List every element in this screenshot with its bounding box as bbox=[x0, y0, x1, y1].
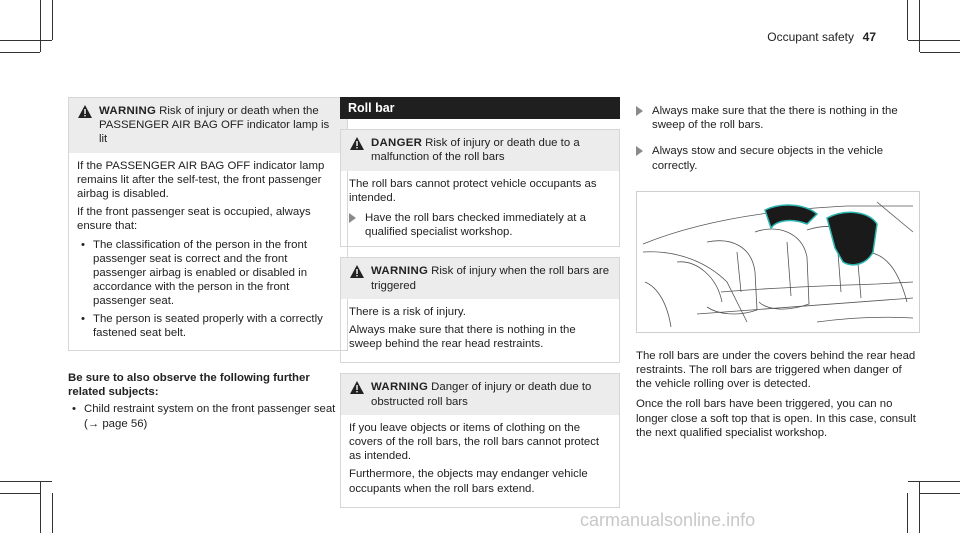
warning-heading: Danger of injury or death due to obstructed roll bars bbox=[371, 381, 592, 408]
danger-head bbox=[341, 130, 619, 170]
arrow-right-icon bbox=[636, 146, 643, 156]
crop-mark bbox=[919, 0, 920, 52]
crop-mark bbox=[907, 493, 908, 533]
crop-mark bbox=[908, 40, 960, 41]
column-left bbox=[68, 97, 348, 434]
crop-mark bbox=[920, 52, 960, 53]
warning-text: If you leave objects or items of clothing on the covers of the roll bars, the roll bars cannot protect as intended. bbox=[349, 421, 600, 463]
danger-keyword: DANGER bbox=[371, 137, 423, 150]
crop-mark bbox=[0, 493, 40, 494]
warning-body bbox=[341, 299, 619, 363]
crop-mark bbox=[52, 0, 53, 40]
action-text: Have the roll bars checked immediately at a qualified specialist workshop. bbox=[365, 212, 586, 239]
danger-heading: Risk of injury or death due to a malfunction of the roll bars bbox=[371, 137, 580, 164]
action-step bbox=[349, 211, 611, 239]
related-heading: Be sure to also observe the following further related subjects: bbox=[68, 372, 310, 399]
section-title: Roll bar bbox=[340, 97, 620, 119]
action-text: Always stow and secure objects in the vehicle correctly. bbox=[652, 145, 884, 172]
related-link[interactable]: • Child restraint system on the front passenger seat (→ page 56) bbox=[84, 402, 348, 430]
warning-text: If the front passenger seat is occupied, always ensure that: bbox=[77, 206, 311, 233]
crop-mark bbox=[0, 481, 52, 482]
crop-mark bbox=[40, 481, 41, 533]
warning-body bbox=[341, 415, 619, 507]
warning-body bbox=[69, 153, 347, 350]
warning-keyword: WARNING bbox=[371, 381, 429, 394]
danger-body bbox=[341, 171, 619, 247]
list-item: • The person is seated properly with a correctly fastened seat belt. bbox=[93, 312, 339, 340]
related-list bbox=[68, 402, 348, 430]
danger-box bbox=[340, 129, 620, 247]
warning-heading: Risk of injury or death when the PASSENGER AIR BAG OFF indicator lamp is lit bbox=[99, 105, 330, 146]
crop-mark bbox=[920, 493, 960, 494]
body-text: The roll bars are under the covers behind the rear head restraints. The roll bars are triggered when danger of the vehicle rolling over is detected. bbox=[636, 349, 916, 391]
page-number: 47 bbox=[862, 30, 876, 44]
warning-box-trigger bbox=[340, 257, 620, 363]
arrow-right-icon bbox=[636, 106, 643, 116]
crop-mark bbox=[908, 481, 960, 482]
warning-triangle-icon bbox=[78, 105, 92, 118]
arrow-right-icon bbox=[349, 213, 356, 223]
crop-mark bbox=[0, 52, 40, 53]
warning-head bbox=[69, 98, 347, 153]
warning-bullets bbox=[77, 238, 339, 340]
crop-mark bbox=[907, 0, 908, 40]
warning-box-airbag bbox=[68, 97, 348, 351]
warning-keyword: WARNING bbox=[99, 105, 157, 117]
roll-bar-illustration bbox=[636, 191, 920, 333]
action-step bbox=[636, 104, 916, 132]
warning-heading: Risk of injury when the roll bars are triggered bbox=[371, 265, 610, 292]
danger-text: The roll bars cannot protect vehicle occupants as intended. bbox=[349, 177, 597, 204]
crop-mark bbox=[52, 493, 53, 533]
body-text: Once the roll bars have been triggered, you can no longer close a soft top that is open. In this case, consult the next qualified specialist workshop. bbox=[636, 398, 916, 439]
warning-triangle-icon bbox=[350, 381, 364, 394]
warning-triangle-icon bbox=[350, 137, 364, 150]
crop-mark bbox=[40, 0, 41, 52]
warning-head bbox=[341, 374, 619, 414]
warning-head bbox=[341, 258, 619, 298]
warning-box-obstructed bbox=[340, 373, 620, 507]
warning-triangle-icon bbox=[350, 265, 364, 278]
header-title: Occupant safety bbox=[767, 30, 854, 44]
crop-mark bbox=[919, 481, 920, 533]
warning-text: There is a risk of injury. bbox=[349, 305, 466, 318]
crop-mark bbox=[0, 40, 52, 41]
warning-text: If the PASSENGER AIR BAG OFF indicator lamp remains lit after the self-test, the front passenger airbag is disabled. bbox=[77, 159, 325, 201]
list-item: • The classification of the person in the front passenger seat is correct and the front passenger airbag is enabled or disabled in accordance with the person in the front passenger seat. bbox=[93, 238, 339, 309]
watermark: carmanualsonline.info bbox=[580, 510, 756, 530]
column-right bbox=[636, 104, 916, 444]
warning-keyword: WARNING bbox=[371, 265, 429, 278]
warning-text: Furthermore, the objects may endanger vehicle occupants when the roll bars extend. bbox=[349, 468, 588, 495]
warning-text: Always make sure that there is nothing in the sweep behind the rear head restraints. bbox=[349, 324, 576, 351]
car-interior-drawing bbox=[637, 192, 919, 332]
action-text: Always make sure that the there is nothing in the sweep of the roll bars. bbox=[652, 105, 898, 132]
action-step bbox=[636, 144, 916, 172]
column-middle bbox=[340, 97, 620, 518]
